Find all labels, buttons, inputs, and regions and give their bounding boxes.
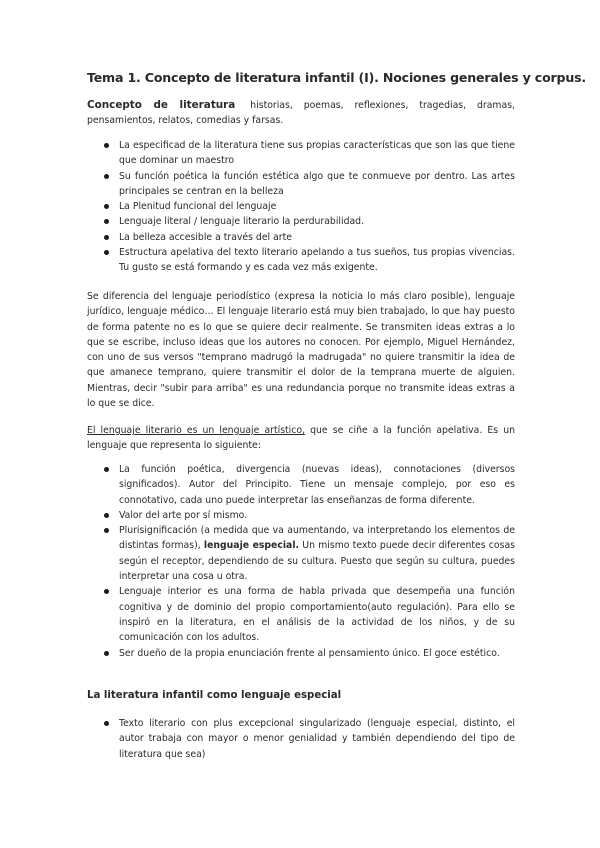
underlined-statement: El lenguaje literario es un lenguaje artístico, — [87, 425, 306, 436]
list-item: Lenguaje literal / lenguaje literario la perdurabilidad. — [104, 214, 515, 229]
language-difference-paragraph: Se diferencia del lenguaje periodístico (expresa la noticia lo más claro posible), lenguaje jurídico, lenguaje médico… El lenguaje literario está muy bien trabajado, lo que hay puesto de forma patente no es lo que se quiere decir realmente. Se transmiten ideas extras a lo que se escribe, incluso ideas que los autores no conocen. Por ejemplo, Miguel Hernández, con uno de sus versos "temprano madrugó la madrugada" no quiere transmitir la idea de que amanece temprano, quiere transmitir el dolor de la temprana muerte de alguien. Mientras, decir "subir para arriba" es una redundancia porque no transmite ideas extras a lo que se dice. — [87, 291, 515, 410]
list-item: Ser dueño de la propia enunciación frente al pensamiento único. El goce estético. — [104, 646, 515, 661]
bullet-icon — [104, 204, 109, 209]
bullet-icon — [104, 174, 109, 179]
artistic-language-paragraph — [87, 423, 515, 454]
bullet-icon — [104, 219, 109, 224]
intro-heading: Concepto de literatura — [87, 99, 236, 111]
list-item: La Plenitud funcional del lenguaje — [104, 199, 515, 214]
statement-rest: que se ciñe a la función apelativa. Es un lenguaje que representa lo siguiente: — [87, 425, 515, 452]
bullet-icon — [104, 235, 109, 240]
characteristics-list — [104, 138, 515, 276]
list-item: Plurisignificación (a medida que va aumentando, va interpretando los elementos de distintas formas), lenguaje especial. Un mismo texto puede decir diferentes cosas según el receptor, dependiendo de su cultura. Puesto que según su cultura, puedes interpretar una cosa u otra. — [104, 523, 515, 584]
list-item: Estructura apelativa del texto literario apelando a tus sueños, tus propias vivencias. Tu gusto se está formando y es cada vez más exigente. — [104, 245, 515, 276]
intro-text: historias, poemas, reflexiones, tragedias, dramas, pensamientos, relatos, comedias y farsas. — [87, 100, 515, 127]
list-item: Valor del arte por sí mismo. — [104, 508, 515, 523]
special-language-list — [104, 716, 515, 762]
list-item: Texto literario con plus excepcional singularizado (lenguaje especial, distinto, el autor trabaja con mayor o menor genialidad y también dependiendo del tipo de literatura que sea) — [104, 716, 515, 762]
artistic-language-list — [104, 462, 515, 661]
list-item: Su función poética la función estética algo que te conmueve por dentro. Las artes principales se centran en la belleza — [104, 169, 515, 200]
bullet-icon — [104, 143, 109, 148]
bullet-icon — [104, 528, 109, 533]
bullet-icon — [104, 589, 109, 594]
bullet-icon — [104, 467, 109, 472]
list-item: La función poética, divergencia (nuevas ideas), connotaciones (diversos significados). Autor del Principito. Tiene un mensaje complejo, por eso es connotativo, cada uno puede interpretar las enseñanzas de forma diferente. — [104, 462, 515, 508]
bullet-icon — [104, 513, 109, 518]
list-item: Lenguaje interior es una forma de habla privada que desempeña una función cognitiva y de dominio del propio comportamiento(auto regulación). Para ello se inspiró en la literatura, en el análisis de la actividad de los niños, y de su comunicación con los adultos. — [104, 584, 515, 645]
list-item: La belleza accesible a través del arte — [104, 230, 515, 245]
bullet-icon — [104, 721, 109, 726]
bold-term: lenguaje especial. — [203, 540, 300, 552]
section-subheading: La literatura infantil como lenguaje especial — [87, 690, 342, 701]
intro-paragraph — [87, 98, 515, 129]
bullet-icon — [104, 651, 109, 656]
bullet-icon — [104, 250, 109, 255]
page-title: Tema 1. Concepto de literatura infantil (I). Nociones generales y corpus. — [87, 70, 586, 85]
list-item: La especificad de la literatura tiene sus propias características que son las que tiene que dominar un maestro — [104, 138, 515, 169]
